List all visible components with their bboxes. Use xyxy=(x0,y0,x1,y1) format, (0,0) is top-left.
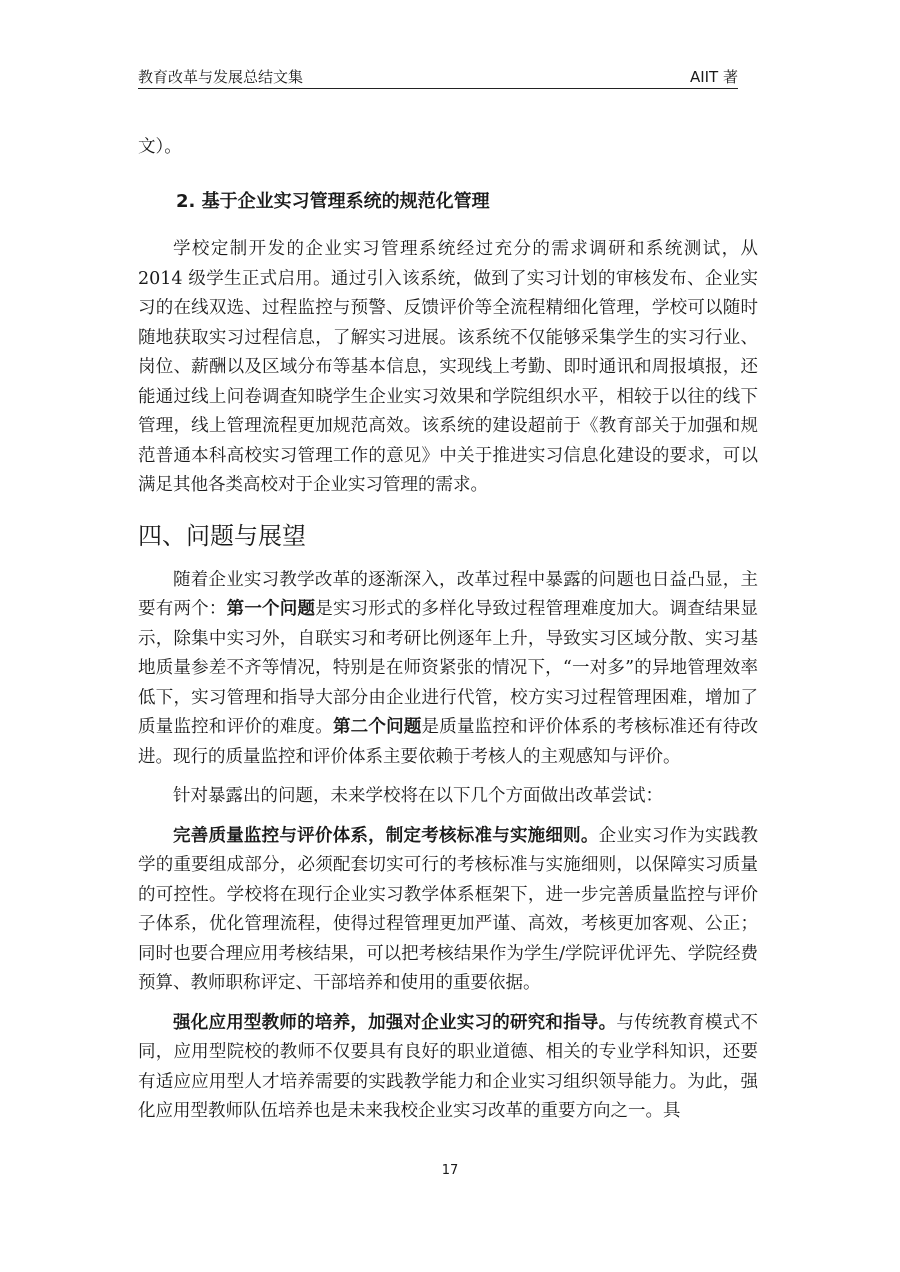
problems-text-2: 是实习形式的多样化导致过程管理难度加大。调查结果显示，除集中实习外，自联实习和考研比例逐年上升，导致实习区域分散、实习基地质量参差不齐等情况，特别是在师资紧张的情况下，“一对多”的异地管理效率低下，实习管理和指导大部分由企业进行代管，校方实习过程管理困难，增加了质量监控和评价的难度。 xyxy=(138,599,759,737)
subheading: 2. 基于企业实习管理系统的规范化管理 xyxy=(176,190,490,212)
teacher-training-text: 与传统教育模式不同，应用型院校的教师不仅要具有良好的职业道德、相关的专业学科知识，还要有适应应用型人才培养需要的实践教学能力和企业实习组织领导能力。为此，强化应用型教师队伍培养也是未来我校企业实习改革的重要方向之一。具 xyxy=(138,1012,758,1121)
page-number: 17 xyxy=(441,1163,459,1178)
problem-one-label: 第一个问题 xyxy=(226,599,316,619)
header-author: AIIT 著 xyxy=(689,68,738,86)
quality-system-text: 企业实习作为实践教学的重要组成部分，必须配套切实可行的考核标准与实施细则，以保障实习质量的可控性。学校将在现行企业实习教学体系框架下，进一步完善质量监控与评价子体系，优化管理流程，使得过程管理更加严谨、高效，考核更加客观、公正；同时也要合理应用考核结果，可以把考核结果作为学生/学院评优评先、学院经费预算、教师职称评定、干部培养和使用的重要依据。 xyxy=(138,825,758,993)
page-header xyxy=(138,66,738,89)
page-body xyxy=(138,133,758,1127)
teacher-training-heading: 强化应用型教师的培养，加强对企业实习的研究和指导。 xyxy=(173,1012,617,1033)
continued-fragment: 文）。 xyxy=(138,137,182,157)
header-title: 教育改革与发展总结文集 xyxy=(138,68,304,86)
section-title: 四、问题与展望 xyxy=(138,521,306,550)
paragraph-system: 学校定制开发的企业实习管理系统经过充分的需求调研和系统测试，从2014 级学生正式启用。通过引入该系统，做到了实习计划的审核发布、企业实习的在线双选、过程监控与预警、反馈评价等全流程精细化管理，学校可以随时随地获取实习过程信息，了解实习进展。该系统不仅能够采集学生的实习行业、岗位、薪酬以及区域分布等基本信息，实现线上考勤、即时通讯和周报填报，还能通过线上问卷调查知晓学生企业实习效果和学院组织水平，相较于以往的线下管理，线上管理流程更加规范高效。该系统的建设超前于《教育部关于加强和规范普通本科高校实习管理工作的意见》中关于推进实习信息化建设的要求，可以满足其他各类高校对于企业实习管理的需求。 xyxy=(138,239,758,495)
paragraph-problems xyxy=(138,566,758,773)
paragraph-measures-intro: 针对暴露出的问题，未来学校将在以下几个方面做出改革尝试： xyxy=(173,786,663,806)
paragraph-quality-system xyxy=(138,822,758,999)
quality-system-heading: 完善质量监控与评价体系，制定考核标准与实施细则。 xyxy=(173,825,599,846)
problems-text-1: 随着企业实习教学改革的逐渐深入，改革过程中暴露的问题也日益凸显，主要有两个： xyxy=(138,569,758,619)
problem-two-label: 第二个问题 xyxy=(332,717,422,737)
paragraph-teacher-training xyxy=(138,1009,758,1127)
problems-text-3: 是质量监控和评价体系的考核标准还有待改进。现行的质量监控和评价体系主要依赖于考核人的主观感知与评价。 xyxy=(138,717,759,767)
